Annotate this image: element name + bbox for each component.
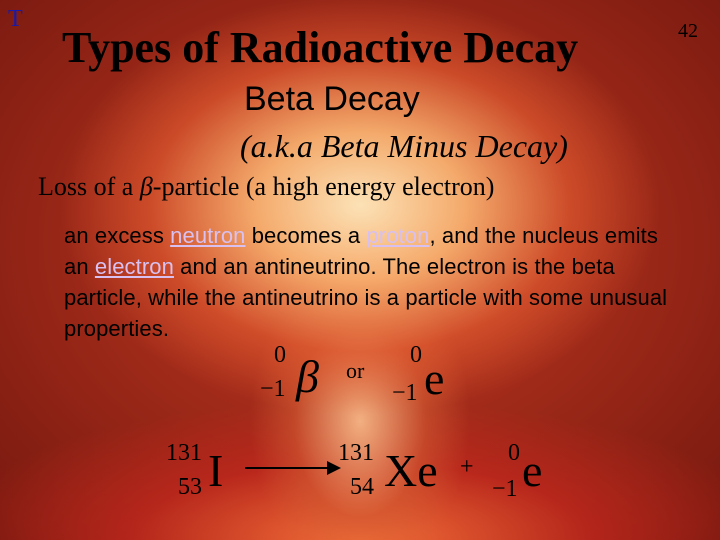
page-number: 42 [678,20,698,42]
link-proton[interactable]: proton [366,223,430,248]
iodine-atomic-number: 53 [178,474,202,500]
slide-title: Types of Radioactive Decay [62,23,579,72]
electron-mass-number: 0 [410,342,422,368]
xenon-atomic-number: 54 [350,474,374,500]
body-text-2: becomes a [245,223,367,248]
xenon-symbol: Xe [384,445,438,496]
plus-sign: + [460,454,474,480]
electron-charge-number: −1 [392,380,418,406]
corner-mark: T [8,6,23,32]
loss-line [38,172,494,202]
slide-subtitle: Beta Decay [244,80,420,118]
loss-prefix: Loss of a [38,172,140,201]
or-text: or [346,358,365,383]
emitted-electron-symbol: e [522,445,543,496]
iodine-mass-number: 131 [166,440,202,466]
beta-particle-symbol: β [296,351,319,402]
body-text-3: , and the nucleus emits an [64,223,658,279]
body-paragraph [64,220,674,344]
beta-charge-number: −1 [260,376,286,402]
reaction-arrow [245,467,339,469]
link-neutron[interactable]: neutron [170,223,246,248]
iodine-symbol: I [208,445,224,496]
beta-symbol: β [139,172,153,201]
loss-suffix: -particle (a high energy electron) [152,172,495,201]
body-text-1: an excess [64,223,171,248]
electron-symbol: e [424,353,445,404]
emitted-electron-charge: −1 [492,476,518,502]
body-text-4: and an antineutrino. The electron is the beta particle, while the antineutrino is a particle with some unusual properties. [64,254,668,341]
beta-mass-number: 0 [274,342,286,368]
emitted-electron-mass: 0 [508,440,520,466]
slide-subtitle-alt: (a.k.a Beta Minus Decay) [240,128,568,164]
link-electron[interactable]: electron [94,254,174,279]
xenon-mass-number: 131 [338,440,374,466]
